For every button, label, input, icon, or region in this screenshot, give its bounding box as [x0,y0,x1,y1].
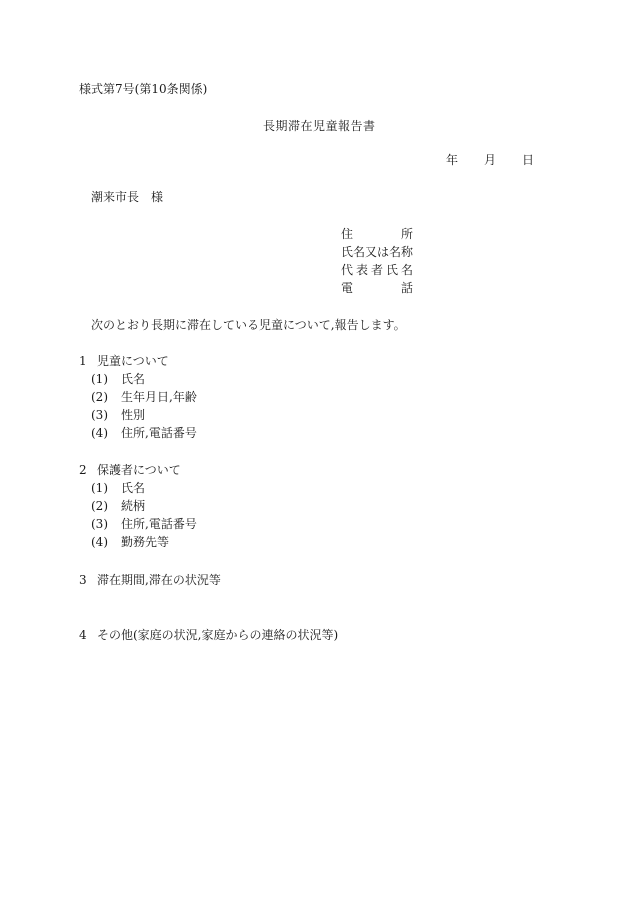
section-heading: 1 児童について [79,354,169,368]
list-item: (1) 氏名 [91,372,146,386]
section-heading: 3 滞在期間,滞在の状況等 [79,573,221,587]
list-item: (3) 住所,電話番号 [91,517,197,531]
section-stay-period [79,574,221,586]
section-heading: 4 その他(家庭の状況,家庭からの連絡の状況等) [79,628,339,642]
date-month-label: 月 [483,153,496,167]
addressee [91,191,163,203]
applicant-fields [341,228,413,300]
section-other [79,629,338,641]
section-heading: 2 保護者について [79,463,181,477]
field-representative: 代 表 者 氏 名 [341,263,413,277]
addressee-name: 潮来市長 [91,190,140,204]
intro-text: 次のとおり長期に滞在している児童について,報告します。 [91,318,406,332]
list-item: (1) 氏名 [91,481,146,495]
addressee-honorific: 様 [151,190,164,204]
date-year-label: 年 [446,153,459,167]
section-items [91,373,197,445]
field-address: 住 所 [341,227,413,241]
form-number: 様式第7号(第10条関係) [79,82,208,96]
list-item: (2) 続柄 [91,499,146,513]
field-name-or-company: 氏名又は名称 [341,245,414,259]
date-day-label: 日 [521,153,534,167]
date-line [446,154,534,166]
list-item: (4) 勤務先等 [91,535,170,549]
document-title: 長期滞在児童報告書 [263,119,376,133]
list-item: (2) 生年月日,年齢 [91,390,197,404]
section-guardian [79,464,197,554]
section-items [91,482,197,554]
section-child [79,355,197,445]
list-item: (3) 性別 [91,408,146,422]
field-phone: 電 話 [341,281,413,295]
list-item: (4) 住所,電話番号 [91,426,197,440]
